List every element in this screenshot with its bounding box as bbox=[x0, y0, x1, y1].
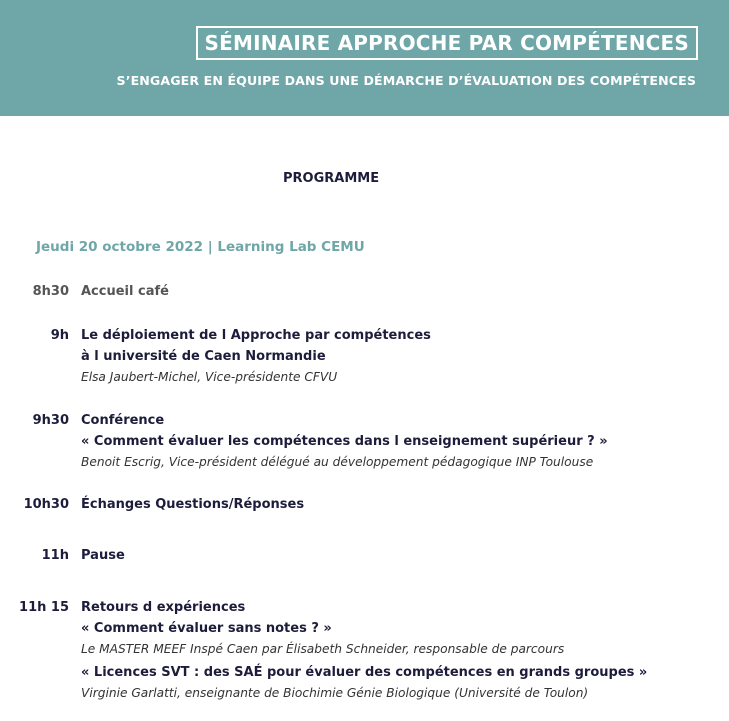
title-frame bbox=[196, 26, 699, 60]
session-title: Accueil café bbox=[81, 284, 169, 299]
header-banner bbox=[0, 0, 729, 116]
session-speaker: Le MASTER MEEF Inspé Caen par Élisabeth Schneider, responsable de parcours bbox=[81, 642, 565, 656]
session-title: Conférence bbox=[81, 413, 165, 428]
session-speaker: Virginie Garlatti, enseignante de Biochimie Génie Biologique (Université de Toulon) bbox=[81, 686, 589, 700]
session-subtitle: « Licences SVT : des SAÉ pour évaluer des compétences en grands groupes » bbox=[81, 665, 648, 680]
session-title-continued: à l université de Caen Normandie bbox=[81, 349, 326, 364]
session-time: 9h30 bbox=[32, 413, 69, 428]
programme-heading: PROGRAMME bbox=[283, 171, 380, 186]
session-time: 11h 15 bbox=[19, 600, 69, 615]
session-speaker: Elsa Jaubert-Michel, Vice-présidente CFVU bbox=[81, 370, 338, 384]
session-time: 11h bbox=[41, 548, 69, 563]
session-time: 9h bbox=[50, 328, 69, 343]
session-subtitle: « Comment évaluer les compétences dans l enseignement supérieur ? » bbox=[81, 434, 608, 449]
session-title: Échanges Questions/Réponses bbox=[81, 497, 305, 512]
session-speaker: Benoit Escrig, Vice-président délégué au développement pédagogique INP Toulouse bbox=[81, 455, 594, 469]
date-location: Jeudi 20 octobre 2022 | Learning Lab CEMU bbox=[36, 239, 365, 255]
session-title: Retours d expériences bbox=[81, 600, 246, 615]
session-subtitle: « Comment évaluer sans notes ? » bbox=[81, 621, 332, 636]
seminar-subtitle: S’ENGAGER EN ÉQUIPE DANS UNE DÉMARCHE D’ÉVALUATION DES COMPÉTENCES bbox=[116, 73, 696, 88]
session-title: Pause bbox=[81, 548, 125, 563]
session-time: 10h30 bbox=[23, 497, 69, 512]
seminar-title: SÉMINAIRE APPROCHE PAR COMPÉTENCES bbox=[204, 31, 689, 55]
session-time: 8h30 bbox=[32, 284, 69, 299]
session-title: Le déploiement de l Approche par compétences bbox=[81, 328, 431, 343]
